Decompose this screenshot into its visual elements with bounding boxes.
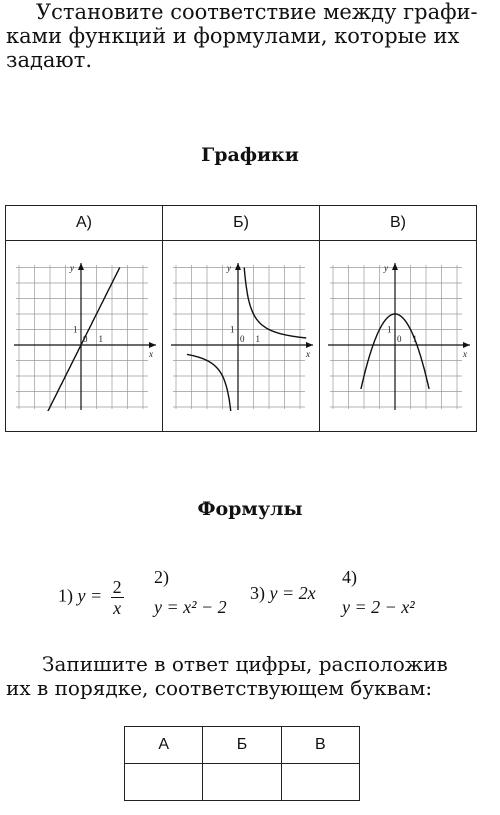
- y-axis-arrow: [392, 263, 398, 270]
- formula-3: [250, 583, 316, 604]
- y-axis-arrow: [235, 263, 241, 270]
- task-line-1: Установите соответствие между графи-: [36, 0, 478, 24]
- graph-cell-a: [6, 241, 163, 432]
- y-unit-label: 1: [73, 324, 78, 335]
- formula-4-expression: y = 2 − x²: [342, 597, 415, 617]
- x-axis-label: x: [463, 349, 467, 359]
- formula-3-expression: y = 2x: [269, 583, 316, 603]
- formulas-list: [0, 565, 500, 625]
- x-axis-arrow: [149, 342, 156, 348]
- graphs-heading: Графики: [201, 144, 299, 166]
- y-unit-label: 1: [230, 324, 235, 335]
- graphs-table: [5, 205, 477, 432]
- formula-1-lhs: y =: [77, 585, 103, 606]
- x-unit-label: 1: [255, 334, 260, 344]
- formula-1-fraction: [111, 577, 124, 618]
- task-statement: [6, 0, 494, 72]
- answer-header-b: Б: [203, 727, 281, 764]
- answer-cell-v[interactable]: [281, 764, 359, 801]
- answer-line-1: Запишите в ответ цифры, расположив: [42, 652, 448, 676]
- x-unit-label: 1: [412, 334, 417, 344]
- answer-header-a: А: [125, 727, 203, 764]
- y-axis-label: y: [384, 263, 388, 273]
- task-line-2: ками функций и формулами, которые их: [6, 24, 460, 48]
- formula-3-number: 3): [250, 583, 265, 603]
- y-unit-label: 1: [387, 324, 392, 335]
- origin-label: 0: [83, 334, 88, 344]
- graph-header-b: Б): [163, 206, 320, 241]
- task-line-3: задают.: [6, 48, 92, 72]
- answer-header-v: В: [281, 727, 359, 764]
- formula-4-number: 4): [342, 567, 357, 587]
- answer-cell-a[interactable]: [125, 764, 203, 801]
- y-axis-label: y: [227, 263, 231, 273]
- graph-b-plot: [167, 261, 315, 411]
- graph-header-a: А): [6, 206, 163, 241]
- formula-1-denominator: x: [113, 598, 122, 618]
- y-axis-arrow: [78, 263, 84, 270]
- formulas-heading: Формулы: [197, 498, 303, 520]
- answer-table: [124, 726, 360, 801]
- graph-a-plot: [10, 261, 158, 411]
- formula-1-number: 1): [58, 585, 73, 606]
- x-axis-label: x: [306, 349, 310, 359]
- function-curve: [187, 354, 232, 411]
- function-curve: [44, 268, 120, 412]
- graph-header-v: В): [320, 206, 477, 241]
- x-axis-arrow: [463, 342, 470, 348]
- answer-cell-b[interactable]: [203, 764, 281, 801]
- formula-1: [58, 577, 124, 618]
- formula-2-expression: y = x² − 2: [154, 597, 227, 617]
- origin-label: 0: [397, 334, 402, 344]
- answer-line-2: их в порядке, соответствующем буквам:: [6, 676, 433, 700]
- formula-1-numerator: 2: [112, 577, 122, 597]
- formula-2-number: 2): [154, 567, 169, 587]
- y-axis-label: y: [70, 263, 74, 273]
- graph-v-plot: [324, 261, 472, 411]
- x-unit-label: 1: [98, 334, 103, 344]
- answer-instruction: [6, 652, 494, 700]
- graph-cell-b: [163, 241, 320, 432]
- origin-label: 0: [240, 334, 245, 344]
- graph-cell-v: [320, 241, 477, 432]
- x-axis-arrow: [306, 342, 313, 348]
- x-axis-label: x: [149, 349, 153, 359]
